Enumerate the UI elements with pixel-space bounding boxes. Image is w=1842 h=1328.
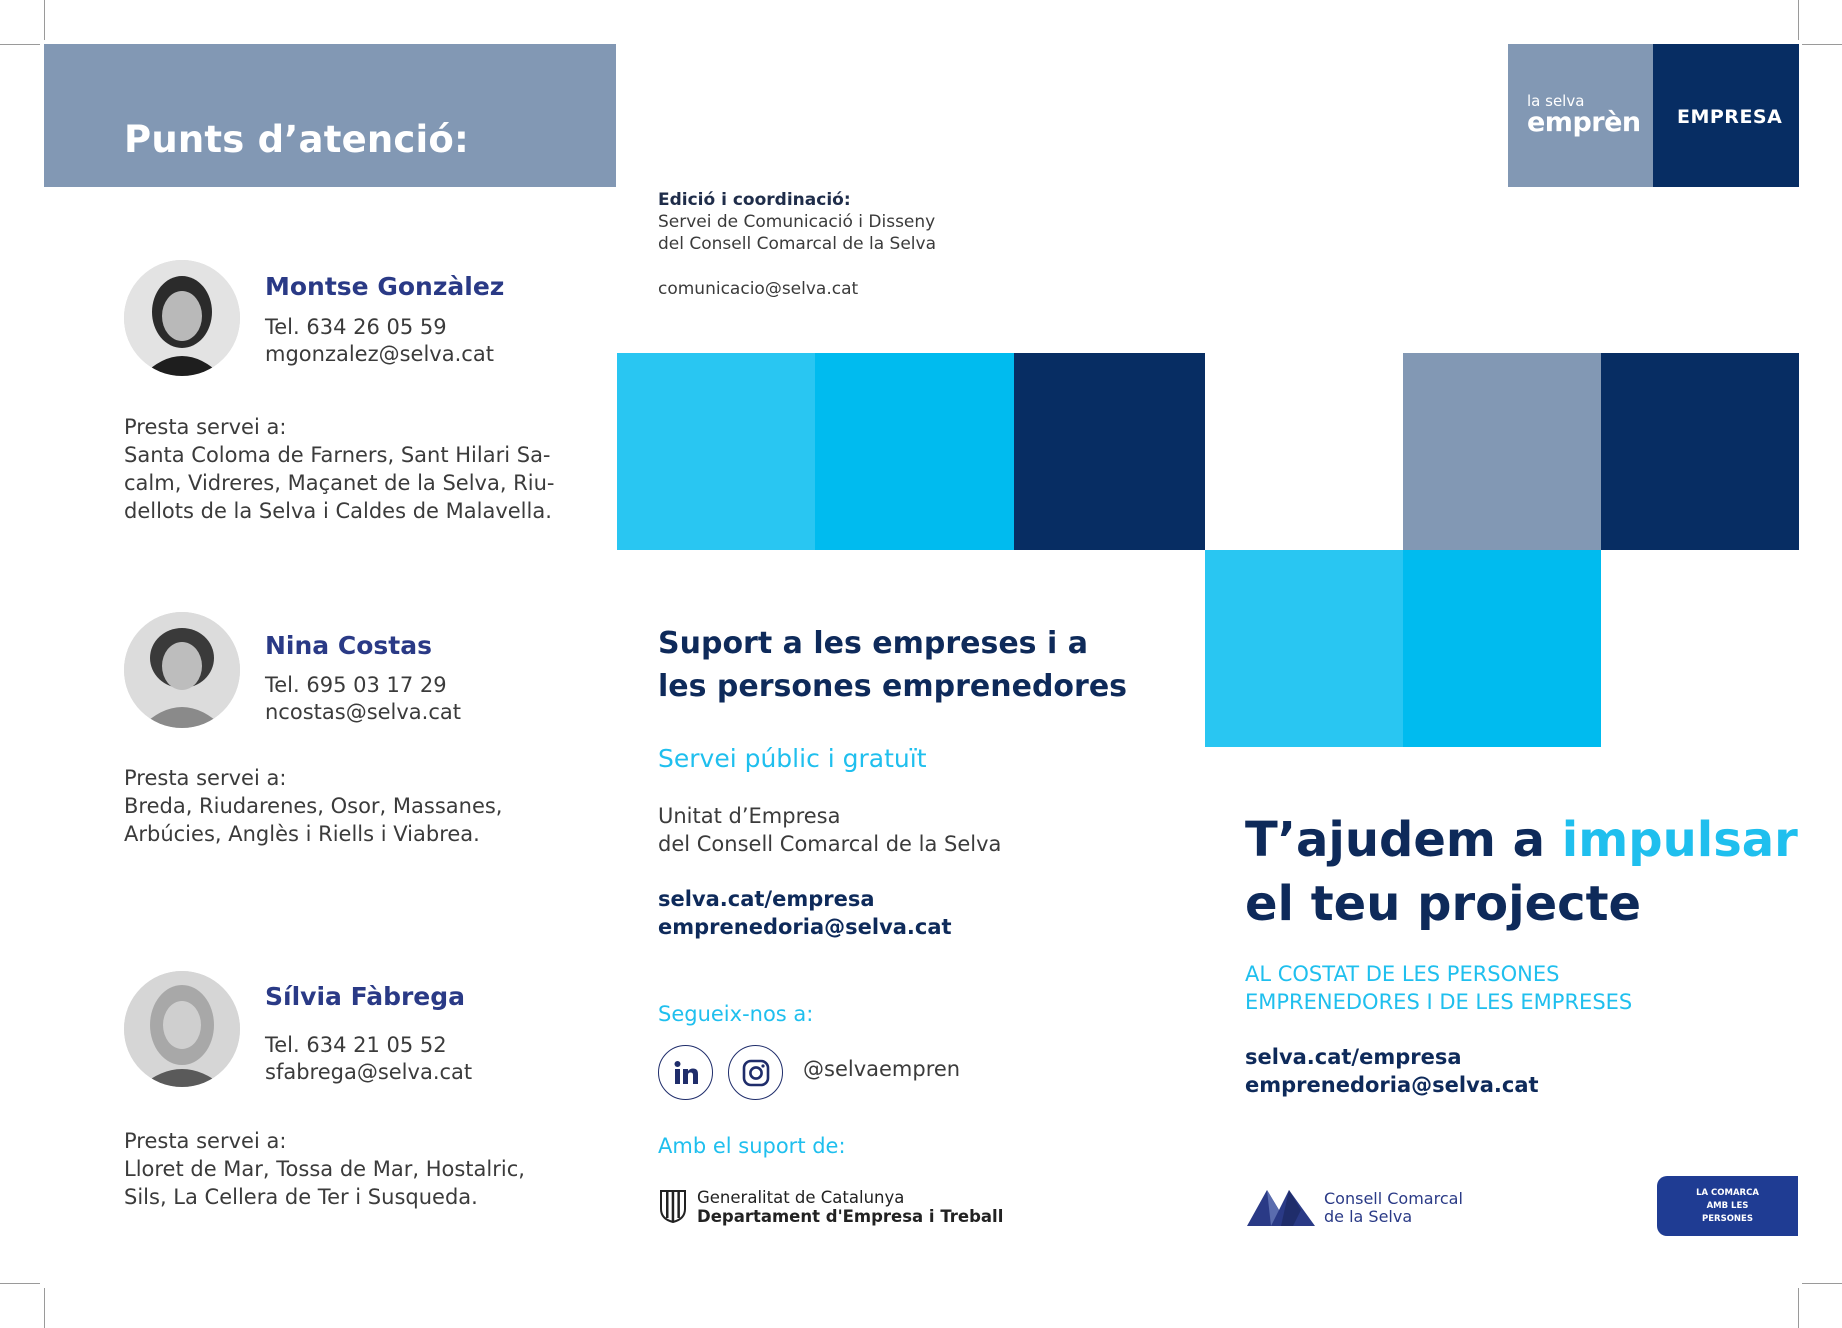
- consell-line: de la Selva: [1324, 1207, 1413, 1226]
- tagline-line: EMPRENEDORES I DE LES EMPRESES: [1245, 990, 1633, 1014]
- color-block: [1601, 353, 1799, 550]
- contact-phone: Tel. 634 26 05 59: [265, 315, 447, 339]
- credits: [658, 189, 936, 300]
- heading-part: T’ajudem a: [1245, 812, 1546, 868]
- crop-mark: [1802, 1283, 1842, 1284]
- avatar: [124, 260, 240, 376]
- crop-mark: [1798, 1288, 1799, 1328]
- brand-logo-small: la selva: [1527, 92, 1585, 110]
- contact-email[interactable]: ncostas@selva.cat: [265, 700, 462, 724]
- credits-email[interactable]: comunicacio@selva.cat: [658, 279, 859, 299]
- follow-label: Segueix-nos a:: [658, 1002, 814, 1026]
- website-link[interactable]: selva.cat/empresa: [658, 887, 875, 911]
- heading-highlight: impulsar: [1561, 812, 1798, 868]
- service-area: [124, 764, 564, 848]
- contact-name: Nina Costas: [265, 631, 432, 660]
- linkedin-icon[interactable]: [658, 1045, 713, 1100]
- contact-name: Montse Gonzàlez: [265, 272, 505, 301]
- credits-line: Servei de Comunicació i Disseny: [658, 212, 936, 232]
- heading-line: el teu projecte: [1245, 876, 1642, 932]
- gencat-line: Generalitat de Catalunya: [697, 1188, 905, 1207]
- consell-text: [1324, 1190, 1463, 1226]
- cover-heading: [1245, 808, 1798, 936]
- service-line: dellots de la Selva i Caldes de Malavella.: [124, 499, 552, 523]
- brand-logo: [1527, 93, 1641, 137]
- support-label: Amb el suport de:: [658, 1134, 846, 1158]
- service-line: Sils, La Cellera de Ter i Susqueda.: [124, 1185, 478, 1209]
- avatar: [124, 612, 240, 728]
- color-block: [1403, 550, 1601, 747]
- contact-email[interactable]: sfabrega@selva.cat: [265, 1060, 473, 1084]
- color-block: [1403, 353, 1601, 550]
- page-title: Punts d’atenció:: [124, 118, 470, 161]
- service-area: [124, 413, 564, 525]
- contact-phone: Tel. 634 21 05 52: [265, 1033, 447, 1057]
- heading-line: [1245, 808, 1798, 872]
- contact-email[interactable]: mgonzalez@selva.cat: [265, 342, 494, 366]
- service-label: Presta servei a:: [124, 1129, 287, 1153]
- gencat-text: [697, 1189, 1003, 1227]
- heading-line: les persones emprenedores: [658, 669, 1128, 704]
- contact-name: Sílvia Fàbrega: [265, 982, 466, 1011]
- service-label: Presta servei a:: [124, 415, 287, 439]
- tagline-line: AL COSTAT DE LES PERSONES: [1245, 962, 1560, 986]
- service-area: [124, 1127, 564, 1211]
- credits-line: del Consell Comarcal de la Selva: [658, 234, 936, 254]
- color-block: [1205, 550, 1403, 747]
- header-bar: [44, 44, 616, 187]
- service-line: Arbúcies, Anglès i Riells i Viabrea.: [124, 822, 480, 846]
- consell-logo-icon: [1245, 1184, 1317, 1230]
- brand-logo-big: emprèn: [1527, 107, 1641, 138]
- instagram-icon[interactable]: [728, 1045, 783, 1100]
- consell-line: Consell Comarcal: [1324, 1189, 1463, 1208]
- crop-mark: [44, 1288, 45, 1328]
- crop-mark: [0, 1283, 40, 1284]
- gencat-logo-icon: [658, 1187, 688, 1223]
- gencat-line: Departament d'Empresa i Treball: [697, 1207, 1004, 1226]
- unit-info: [658, 802, 1001, 858]
- subtitle: Servei públic i gratuït: [658, 744, 927, 773]
- service-line: calm, Vidreres, Maçanet de la Selva, Riu-: [124, 471, 555, 495]
- email-link[interactable]: emprenedoria@selva.cat: [658, 915, 952, 939]
- badge-line: PERSONES: [1702, 1213, 1753, 1224]
- service-label: Presta servei a:: [124, 766, 287, 790]
- crop-mark: [1798, 0, 1799, 40]
- service-line: Lloret de Mar, Tossa de Mar, Hostalric,: [124, 1157, 525, 1181]
- section-heading: [658, 622, 1127, 708]
- service-line: Santa Coloma de Farners, Sant Hilari Sa-: [124, 443, 551, 467]
- empresa-label: EMPRESA: [1677, 106, 1783, 128]
- badge-line: AMB LES: [1706, 1200, 1749, 1211]
- crop-mark: [1802, 44, 1842, 45]
- badge-line: LA COMARCA: [1696, 1187, 1759, 1198]
- contact-links: [658, 885, 952, 941]
- email-link[interactable]: emprenedoria@selva.cat: [1245, 1073, 1539, 1097]
- color-block: [617, 353, 815, 550]
- service-line: Breda, Riudarenes, Osor, Massanes,: [124, 794, 503, 818]
- cover-tagline: [1245, 960, 1632, 1016]
- crop-mark: [0, 44, 40, 45]
- crop-mark: [44, 0, 45, 40]
- unit-line: del Consell Comarcal de la Selva: [658, 832, 1002, 856]
- cover-links: [1245, 1043, 1539, 1099]
- color-block: [815, 353, 1014, 550]
- color-block: [1014, 353, 1205, 550]
- avatar: [124, 971, 240, 1087]
- slogan-badge: [1657, 1176, 1798, 1236]
- social-handle[interactable]: @selvaempren: [803, 1057, 961, 1081]
- credits-label: Edició i coordinació:: [658, 190, 851, 210]
- website-link[interactable]: selva.cat/empresa: [1245, 1045, 1462, 1069]
- unit-line: Unitat d’Empresa: [658, 804, 841, 828]
- contact-phone: Tel. 695 03 17 29: [265, 673, 447, 697]
- heading-line: Suport a les empreses i a: [658, 626, 1088, 661]
